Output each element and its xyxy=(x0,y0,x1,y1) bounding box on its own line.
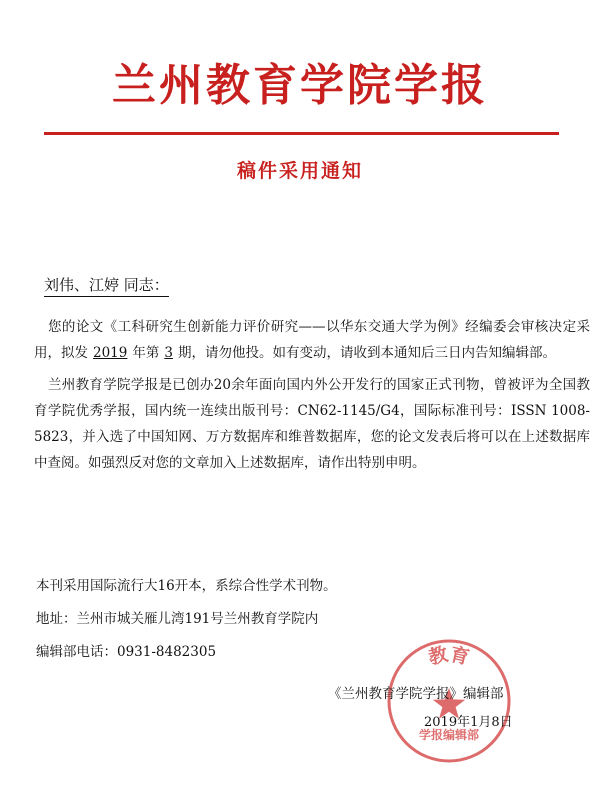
acceptance-text-a: 您的论文《工科研究生创新能力评价研究——以华东交通大学为例》经编委会审核决定采用，拟发 xyxy=(34,319,590,361)
journal-format: 本刊采用国际流行大16开本，系综合性学术刊物。 xyxy=(36,578,337,594)
paragraph-acceptance xyxy=(34,314,590,366)
paragraph-journal-info: 兰州教育学院学报是已创办20余年面向国内外公开发行的国家正式刊物，曾被评为全国教育学院优秀学报，国内统一连续出版刊号：CN62-1145/G4，国际标准刊号：ISSN 1008-5823，并入选了中国知网、万方数据库和维普数据库，您的论文发表后将可以在上述数据库中查阅。如强烈反对您的文章加入上述数据库，请作出特别申明。 xyxy=(34,377,590,471)
letter-body xyxy=(34,314,590,476)
header-divider xyxy=(44,132,559,135)
journal-address: 地址：兰州市城关雁儿湾191号兰州教育学院内 xyxy=(36,611,319,627)
seal-bottom-text: 学报编辑部 xyxy=(418,728,480,742)
seal-top-text: 教育 xyxy=(426,643,472,670)
issue-number: 3 xyxy=(164,345,173,361)
addressee: 刘伟、江婷 同志： xyxy=(44,274,169,297)
acceptance-text-b: 年第 xyxy=(132,345,160,361)
issue-year: 2019 xyxy=(93,345,128,361)
journal-masthead: 兰州教育学院学报 xyxy=(112,60,488,111)
notice-title: 稿件采用通知 xyxy=(236,160,363,182)
editorial-phone: 编辑部电话：0931-8482305 xyxy=(36,644,217,660)
acceptance-text-c: 期，请勿他投。如有变动，请收到本通知后三日内告知编辑部。 xyxy=(177,345,556,361)
notice-date: 2019年1月8日 xyxy=(424,715,513,730)
editorial-signature: 《兰州教育学院学报》编辑部 xyxy=(328,686,504,702)
